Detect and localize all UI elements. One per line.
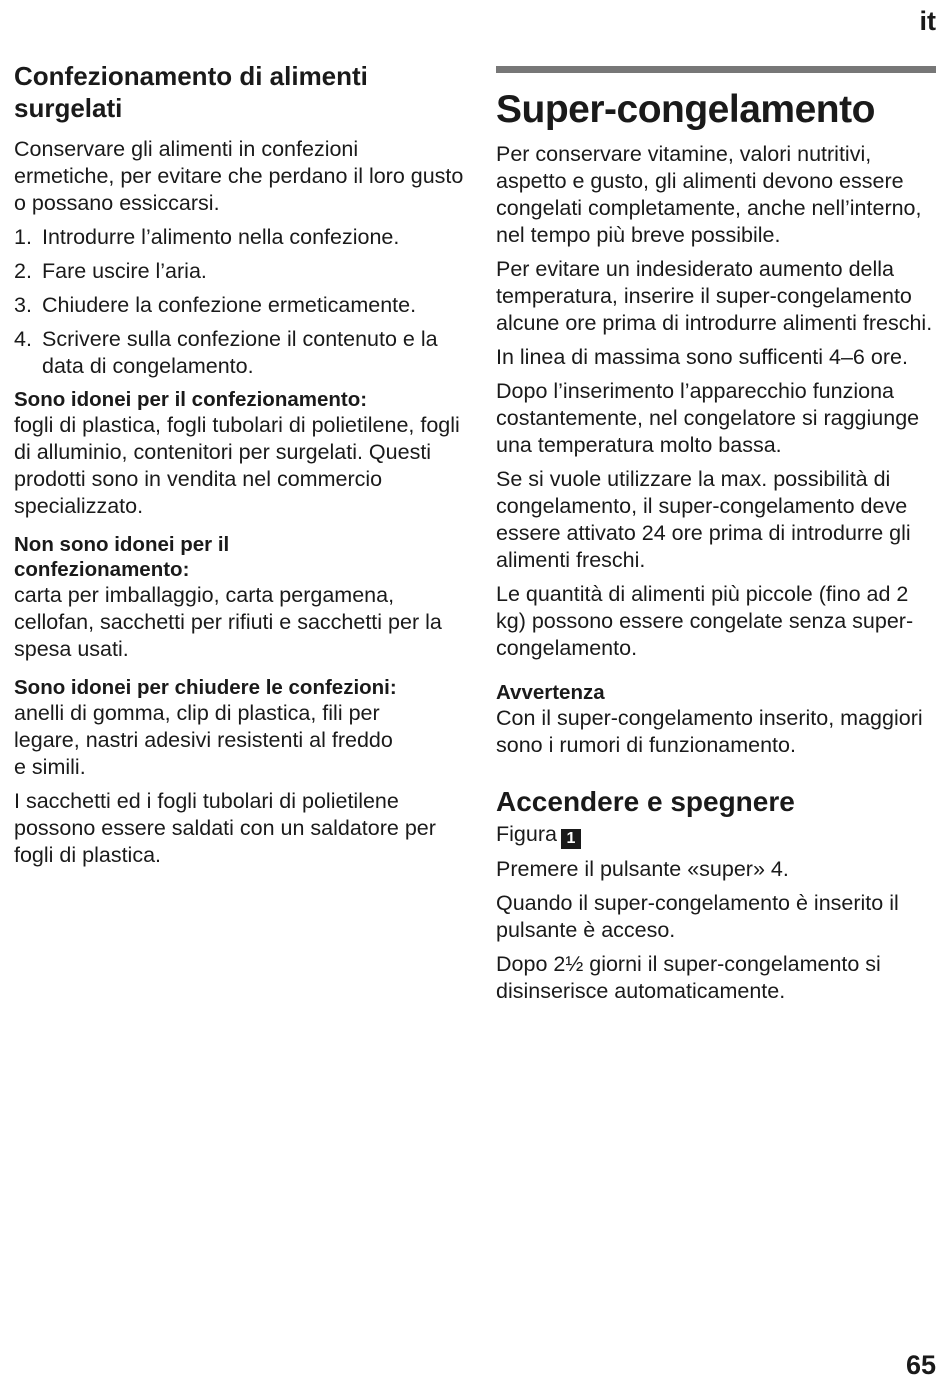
language-tag: it	[919, 6, 936, 36]
note-label: Avvertenza	[496, 681, 605, 704]
note-text: Con il super-congelamento inserito, maggiori sono i rumori di funzionamento.	[496, 706, 923, 757]
closing-block	[14, 675, 464, 781]
closing-label: Sono idonei per chiudere le confezioni:	[14, 676, 397, 699]
paragraph: Le quantità di alimenti più piccole (fino ad 2 kg) possono essere congelate senza super-congelamento.	[496, 582, 914, 660]
suitable-block	[14, 387, 464, 520]
step-number: 2.	[14, 259, 32, 283]
list-item	[14, 292, 464, 319]
step-number: 1.	[14, 225, 32, 249]
unsuitable-text: carta per imballaggio, carta pergamena, cellofan, sacchetti per rifiuti e sacchetti per la spesa usati.	[14, 583, 442, 661]
suitable-label: Sono idonei per il confezionamento:	[14, 388, 368, 411]
paragraph: Quando il super-congelamento è inserito il pulsante è acceso.	[496, 891, 899, 942]
closing-text: anelli di gomma, clip di plastica, fili per legare, nastri adesivi resistenti al freddo e simili.	[14, 701, 393, 779]
paragraph: Dopo 2½ giorni il super-congelamento si disinserisce automaticamente.	[496, 952, 881, 1003]
step-number: 3.	[14, 293, 32, 317]
steps-list	[14, 224, 464, 380]
intro-paragraph: Conservare gli alimenti in confezioni ermetiche, per evitare che perdano il loro gusto o possano essiccarsi.	[14, 137, 464, 215]
step-text: Fare uscire l’aria.	[42, 259, 207, 283]
list-item	[14, 258, 464, 285]
final-paragraph: I sacchetti ed i fogli tubolari di polietilene possono essere saldati con un saldatore per fogli di plastica.	[14, 789, 436, 867]
step-text: Introdurre l’alimento nella confezione.	[42, 225, 400, 249]
step-text: Scrivere sulla confezione il contenuto e la data di congelamento.	[42, 327, 438, 378]
figure-label: Figura	[496, 822, 557, 846]
paragraph: Per conservare vitamine, valori nutritivi, aspetto e gusto, gli alimenti devono essere congelati completamente, anche nell’interno, nel tempo più breve possibile.	[496, 142, 922, 247]
step-text: Chiudere la confezione ermeticamente.	[42, 293, 417, 317]
figure-number-badge: 1	[561, 829, 581, 849]
section-heading-on-off: Accendere e spegnere	[496, 786, 795, 817]
section-divider	[496, 66, 936, 73]
page-number: 65	[905, 1350, 936, 1380]
section-heading-packaging: Confezionamento di alimenti surgelati	[14, 61, 368, 123]
left-column	[14, 60, 464, 869]
right-column	[496, 66, 936, 1005]
unsuitable-block	[14, 532, 464, 663]
step-number: 4.	[14, 327, 32, 351]
paragraph: Se si vuole utilizzare la max. possibilità di congelamento, il super-congelamento deve essere attivato 24 ore prima di introdurre gli alimenti freschi.	[496, 467, 911, 572]
suitable-text: fogli di plastica, fogli tubolari di polietilene, fogli di alluminio, contenitori per surgelati. Questi prodotti sono in vendita nel commercio specializzato.	[14, 413, 460, 518]
list-item	[14, 224, 464, 251]
page-title: Super-congelamento	[496, 88, 875, 131]
unsuitable-label: Non sono idonei per il confezionamento:	[14, 533, 230, 581]
paragraph: Premere il pulsante «super» 4.	[496, 857, 789, 881]
paragraph: Per evitare un indesiderato aumento della temperatura, inserire il super-congelamento alcune ore prima di introdurre alimenti freschi.	[496, 257, 933, 335]
figure-reference	[496, 821, 936, 849]
paragraph: Dopo l’inserimento l’apparecchio funziona costantemente, nel congelatore si raggiunge una temperatura molto bassa.	[496, 379, 920, 457]
list-item	[14, 326, 464, 380]
paragraph: In linea di massima sono sufficenti 4–6 ore.	[496, 345, 908, 369]
